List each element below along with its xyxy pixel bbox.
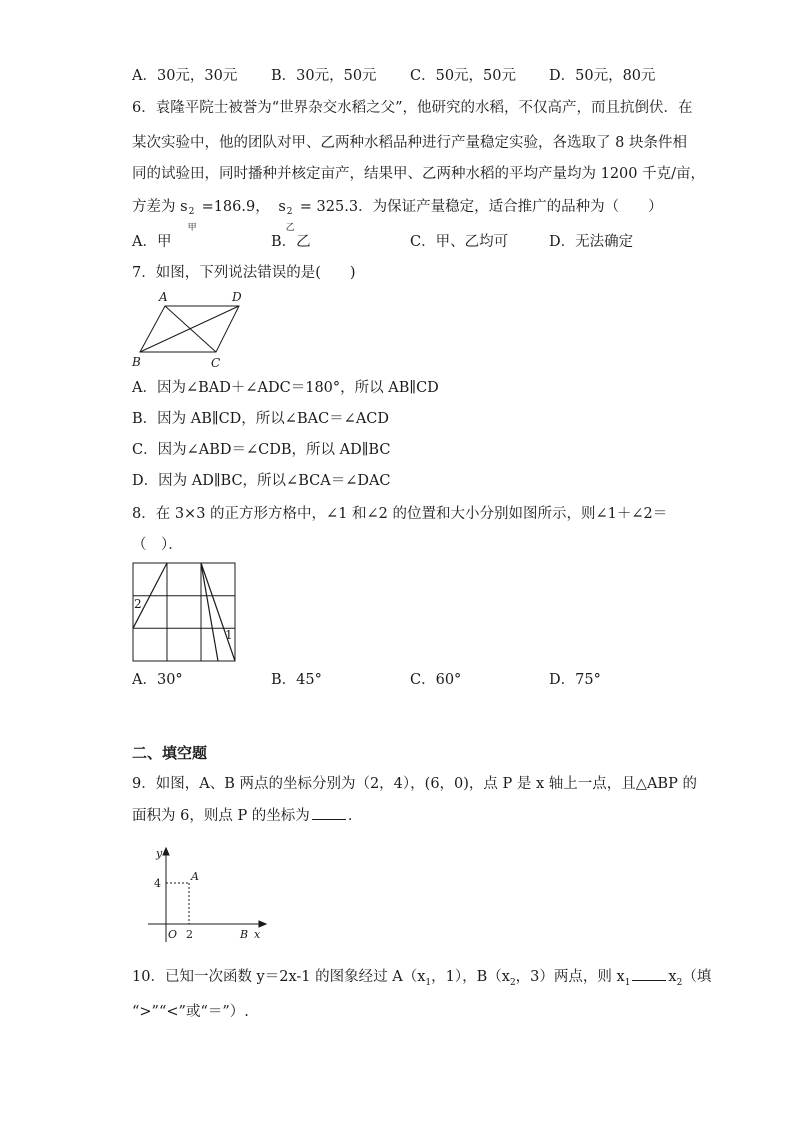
q6-option-b: B．乙 [271,234,311,250]
q8-angle1-label: 1 [225,628,233,642]
q7-parallelogram-figure [128,288,258,372]
q6-variance-prefix: 方差为 s [132,199,188,215]
q8-triangle-side [201,563,218,661]
q7-diagonal-bd [140,306,239,352]
q9-label-b: B [240,928,249,941]
q9-y-axis-arrow [163,848,169,855]
q9-line-2-text: 面积为 6，则点 P 的坐标为 [132,808,310,824]
q8-option-a: A．30° [132,672,183,688]
q6-line-1: 6．袁隆平院士被誉为“世界杂交水稻之父”，他研究的水稻，不仅高产，而且抗倒伏．在 [132,100,693,116]
q10-sub-4: 2 [676,977,683,988]
q6-option-d: D．无法确定 [549,234,634,250]
q9-x-axis-arrow [259,921,266,927]
q5-option-b: B．30元，50元 [271,68,377,84]
q9-tick-4: 4 [154,877,161,890]
section-2-title: 二、填空题 [132,744,208,762]
q9-label-x: x [254,928,261,941]
q8-grid-figure [130,560,238,664]
q7-label-b: B [132,355,141,369]
q6-variance-yi-value: = 325.3．为保证产量稳定，适合推广的品种为（ ） [299,199,663,215]
q7-label-d: D [232,290,242,304]
q8-stem-line-2: （ ）． [132,537,183,553]
q9-coordinate-figure [144,842,270,946]
q5-option-d: D．50元，80元 [549,68,656,84]
q9-line-2-end: ． [347,808,363,824]
q9-label-a: A [191,870,199,883]
q6-line-4: 方差为 s 2 甲 =186.9， s 2 乙 = 325.3．为保证产量稳定，适合推广的品种为（ ） [132,199,663,233]
q5-option-a: A．30元，30元 [132,68,238,84]
q8-angle1-ray [201,563,235,661]
q10-sub-1: 1 [425,977,432,988]
q8-angle2-label: 2 [134,597,142,611]
q8-option-d: D．75° [549,672,601,688]
q9-tick-2: 2 [186,928,193,941]
q8-option-c: C．60° [410,672,462,688]
q10-text-c: ，3）两点，则 x [515,969,625,985]
q10-answer-blank [632,966,666,981]
q9-answer-blank [312,805,346,820]
q6-variance-jia-value: =186.9， [201,199,270,215]
q9-label-y: y [156,847,163,860]
q8-stem-line-1: 8．在 3×3 的正方形方格中，∠1 和∠2 的位置和大小分别如图所示，则∠1＋∠2＝ [132,506,668,522]
q7-stem: 7．如图，下列说法错误的是( ) [132,265,356,281]
q7-label-c: C [211,356,221,370]
q10-text-d: x [668,969,677,985]
q6-line-2: 某次实验中，他的团队对甲、乙两种水稻品种进行产量稳定实验，各选取了 8 块条件相 [132,135,687,151]
q9-line-2 [132,805,362,826]
q10-text-a: 10．已知一次函数 y＝2x-1 的图象经过 A（x [132,969,426,985]
q10-line-2: “>”“<”或“＝”）. [132,1004,249,1020]
q9-line-1: 9．如图，A、B 两点的坐标分别为（2，4），(6，0)，点 P 是 x 轴上一点，且△ABP 的 [132,776,697,792]
q8-option-b: B．45° [271,672,322,688]
q7-option-c: C．因为∠ABD＝∠CDB，所以 AD∥BC [132,442,391,458]
q10-line-1 [132,966,711,993]
q10-sub-3: 1 [624,977,631,988]
q8-grid-lines [133,563,235,661]
q6-option-c: C．甲、乙均可 [410,234,509,250]
q7-option-b: B．因为 AB∥CD，所以∠BAC＝∠ACD [132,411,390,427]
q7-option-a: A．因为∠BAD＋∠ADC＝180°，所以 AB∥CD [132,380,439,396]
q6-line-3: 同的试验田，同时播种并核定亩产，结果甲、乙两种水稻的平均产量均为 1200 千克/亩， [132,166,706,182]
q6-variance-yi-prefix: s [278,199,286,215]
q5-option-c: C．50元，50元 [410,68,516,84]
q9-label-o: O [168,928,178,941]
q6-option-a: A．甲 [132,234,172,250]
q10-sub-2: 2 [509,977,516,988]
q7-option-d: D．因为 AD∥BC，所以∠BCA＝∠DAC [132,473,391,489]
q7-label-a: A [159,290,168,304]
q10-text-e: （填 [682,969,712,985]
q10-text-b: ，1），B（x [431,969,510,985]
